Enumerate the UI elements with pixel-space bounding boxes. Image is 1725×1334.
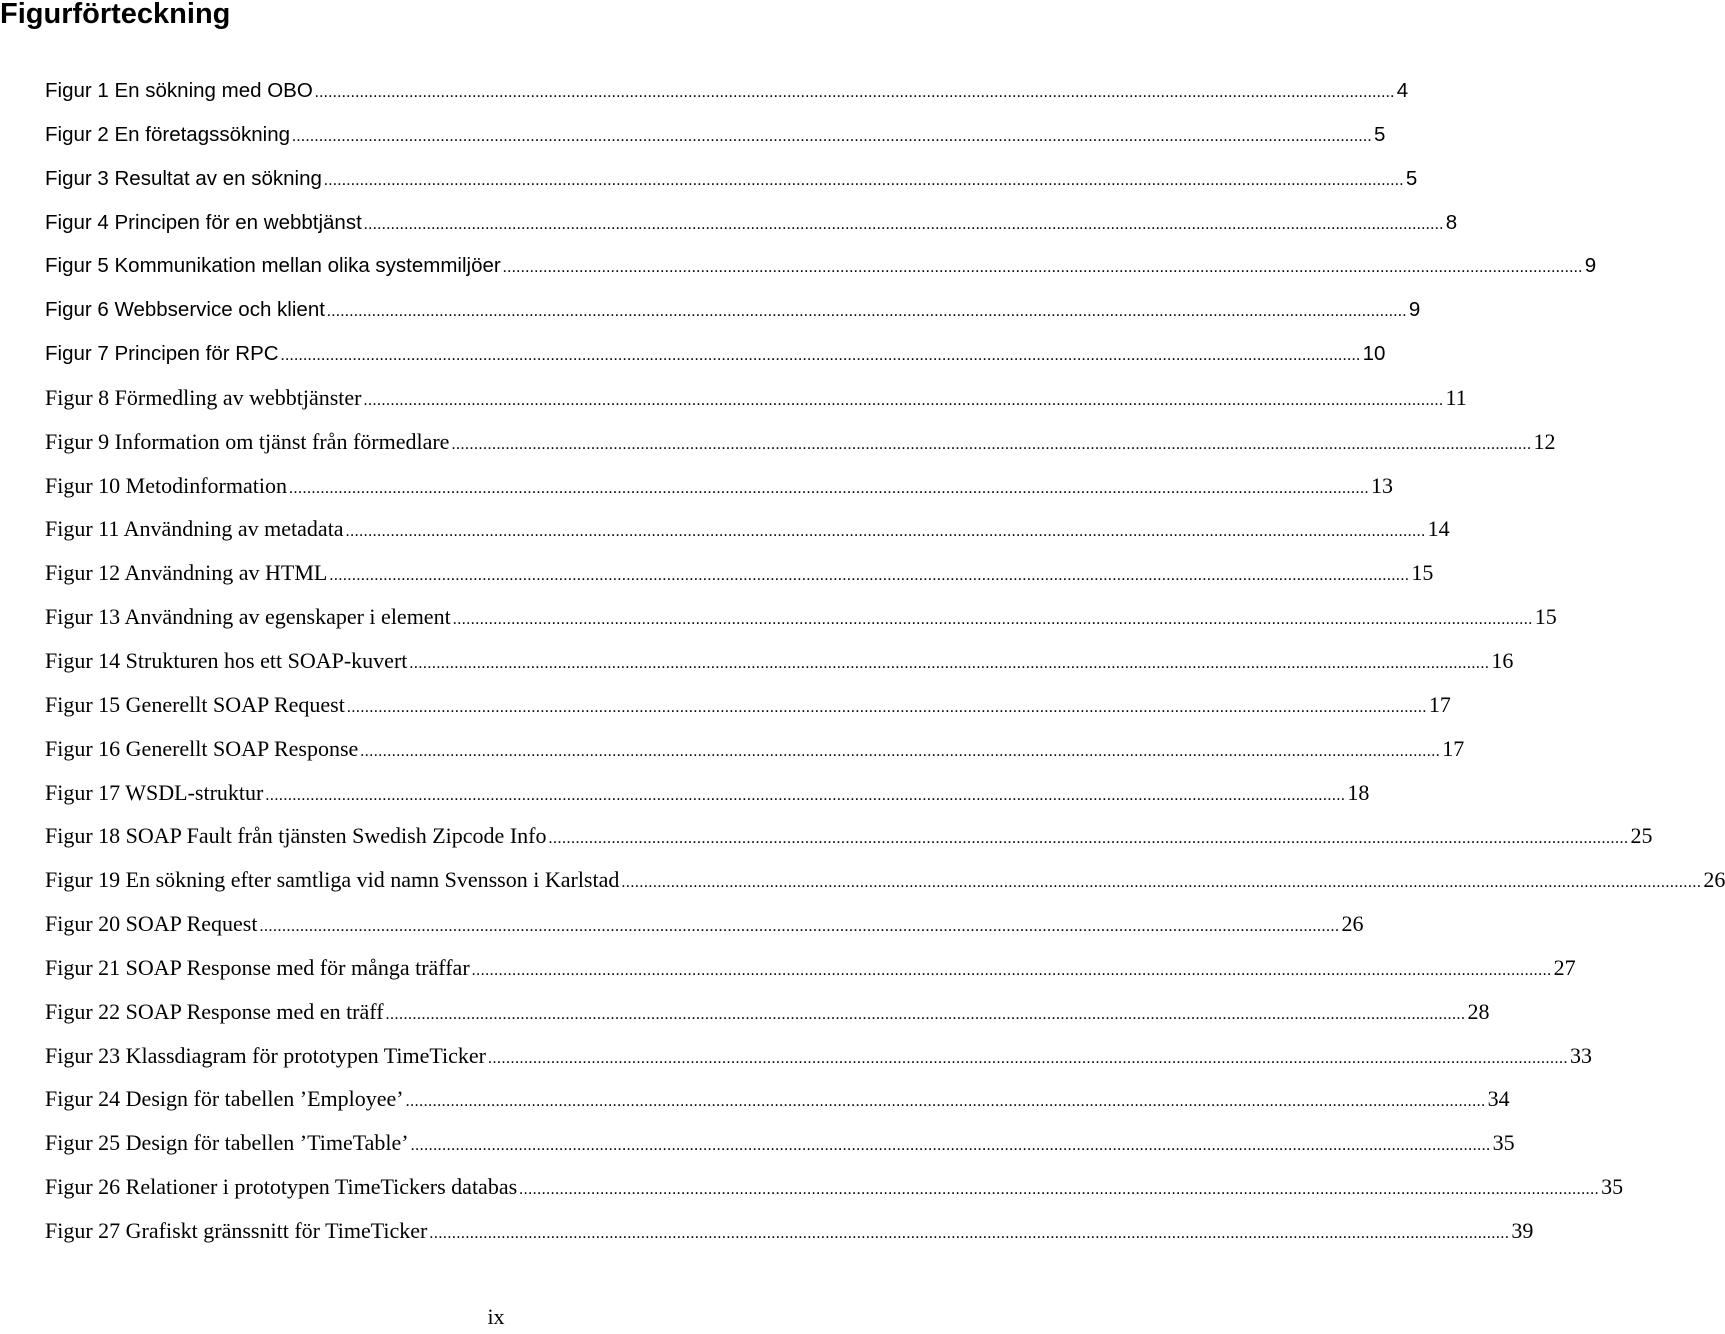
toc-entry[interactable] (45, 776, 1370, 820)
toc-entry-page: 18 (1347, 779, 1370, 805)
toc-entry-page: 8 (1445, 210, 1458, 234)
toc-entry[interactable] (45, 469, 1393, 513)
page-title: Figurförteckning (0, 0, 231, 30)
toc-entry-title: Figur 6 Webbservice och klient (45, 298, 325, 322)
toc-entry-page: 34 (1487, 1086, 1510, 1112)
dot-leader (292, 118, 1372, 154)
dot-leader (472, 951, 1552, 988)
toc-entry-title: Figur 10 Metodinformation (45, 472, 287, 498)
toc-entry-page: 26 (1341, 911, 1364, 937)
toc-entry[interactable] (45, 162, 1418, 206)
toc-entry-title: Figur 16 Generellt SOAP Response (45, 735, 359, 761)
toc-entry-title: Figur 3 Resultat av en sökning (45, 166, 322, 190)
toc-entry-page: 9 (1584, 254, 1597, 278)
dot-leader (281, 337, 1361, 373)
toc-entry-page: 35 (1601, 1174, 1624, 1200)
toc-entry-title: Figur 27 Grafiskt gränssnitt för TimeTicker (45, 1217, 428, 1243)
toc-entry-page: 35 (1492, 1130, 1515, 1156)
toc-entry-page: 11 (1445, 384, 1467, 410)
dot-leader (386, 995, 1466, 1032)
toc-entry-title: Figur 26 Relationer i prototypen TimeTickers databas (45, 1174, 518, 1200)
toc-entry[interactable] (45, 907, 1364, 951)
dot-leader (453, 600, 1533, 637)
toc-entry[interactable] (45, 74, 1409, 118)
toc-entry-title: Figur 21 SOAP Response med för många träffar (45, 954, 470, 980)
toc-entry-title: Figur 17 WSDL-struktur (45, 779, 264, 805)
toc-entry[interactable] (45, 1126, 1515, 1170)
toc-entry[interactable] (45, 863, 1725, 907)
toc-entry-title: Figur 13 Användning av egenskaper i element (45, 604, 451, 630)
dot-leader (406, 1082, 1486, 1119)
toc-entry-page: 10 (1362, 342, 1386, 366)
page-number: ix (487, 1304, 505, 1329)
toc-entry[interactable] (45, 1039, 1592, 1083)
toc-entry[interactable] (45, 425, 1556, 469)
toc-entry[interactable] (45, 600, 1557, 644)
dot-leader (548, 819, 1628, 856)
toc-entry[interactable] (45, 1214, 1534, 1258)
toc-entry-page: 25 (1630, 823, 1653, 849)
toc-entry-title: Figur 15 Generellt SOAP Request (45, 691, 345, 717)
toc-entry-title: Figur 1 En sökning med OBO (45, 79, 313, 102)
dot-leader (621, 863, 1701, 900)
dot-leader (315, 74, 1395, 110)
toc-entry-title: Figur 23 Klassdiagram för prototypen TimeTicker (45, 1042, 486, 1068)
toc-entry-title: Figur 22 SOAP Response med en träff (45, 998, 384, 1024)
toc-entry-title: Figur 25 Design för tabellen ’TimeTable’ (45, 1130, 409, 1156)
toc-entry-page: 39 (1511, 1217, 1534, 1243)
toc-entry-title: Figur 4 Principen för en webbtjänst (45, 210, 362, 234)
toc-entry-page: 9 (1408, 298, 1421, 322)
dot-leader (329, 556, 1409, 593)
toc-entry-title: Figur 7 Principen för RPC (45, 342, 279, 366)
toc-entry-title: Figur 14 Strukturen hos ett SOAP-kuvert (45, 647, 408, 673)
toc-entry-page: 17 (1428, 691, 1451, 717)
dot-leader (360, 732, 1440, 769)
toc-entry[interactable] (45, 995, 1490, 1039)
toc-entry-page: 4 (1396, 79, 1409, 102)
toc-entry[interactable] (45, 512, 1450, 556)
toc-entry[interactable] (45, 732, 1465, 776)
toc-entry-page: 15 (1534, 604, 1557, 630)
figure-list (45, 74, 1725, 1258)
dot-leader (429, 1214, 1509, 1251)
toc-entry-page: 33 (1570, 1042, 1592, 1068)
dot-leader (451, 425, 1531, 462)
toc-entry-page: 5 (1405, 166, 1418, 190)
toc-entry[interactable] (45, 556, 1434, 600)
toc-entry-title: Figur 19 En sökning efter samtliga vid namn Svensson i Karlstad (45, 867, 620, 893)
toc-entry-title: Figur 11 Användning av metadata (45, 516, 344, 542)
dot-leader (488, 1039, 1568, 1076)
dot-leader (327, 293, 1407, 329)
toc-entry[interactable] (45, 688, 1451, 732)
dot-leader (324, 162, 1404, 198)
dot-leader (411, 1126, 1491, 1163)
toc-entry-page: 5 (1374, 122, 1386, 146)
dot-leader (289, 469, 1369, 506)
dot-leader (346, 512, 1426, 549)
dot-leader (347, 688, 1427, 725)
toc-entry[interactable] (45, 381, 1467, 425)
toc-entry-page: 27 (1553, 954, 1576, 980)
toc-entry-title: Figur 24 Design för tabellen ’Employee’ (45, 1086, 404, 1112)
toc-entry[interactable] (45, 118, 1386, 162)
dot-leader (259, 907, 1339, 944)
toc-entry-page: 14 (1427, 516, 1450, 542)
dot-leader (519, 1170, 1599, 1207)
toc-entry[interactable] (45, 1082, 1510, 1126)
toc-entry-page: 26 (1703, 867, 1725, 893)
toc-entry-page: 12 (1533, 428, 1556, 454)
toc-entry-title: Figur 5 Kommunikation mellan olika systemmiljöer (45, 254, 501, 278)
toc-entry-page: 16 (1491, 647, 1514, 673)
toc-entry-title: Figur 8 Förmedling av webbtjänster (45, 384, 362, 410)
toc-entry-page: 17 (1442, 735, 1465, 761)
toc-entry[interactable] (45, 1170, 1624, 1214)
dot-leader (409, 644, 1489, 681)
toc-entry[interactable] (45, 644, 1514, 688)
toc-entry[interactable] (45, 951, 1576, 995)
toc-entry[interactable] (45, 337, 1386, 381)
dot-leader (364, 206, 1444, 242)
toc-entry-page: 15 (1411, 560, 1434, 586)
toc-entry-title: Figur 2 En företagssökning (45, 122, 290, 146)
dot-leader (364, 381, 1444, 418)
toc-entry[interactable] (45, 819, 1653, 863)
dot-leader (265, 776, 1345, 813)
toc-entry-page: 28 (1467, 998, 1490, 1024)
toc-entry-title: Figur 9 Information om tjänst från förmedlare (45, 428, 450, 454)
toc-entry[interactable] (45, 249, 1597, 293)
toc-entry-page: 13 (1370, 472, 1393, 498)
toc-entry[interactable] (45, 293, 1421, 337)
toc-entry-title: Figur 12 Användning av HTML (45, 560, 328, 586)
toc-entry[interactable] (45, 206, 1458, 250)
dot-leader (503, 249, 1583, 285)
toc-entry-title: Figur 20 SOAP Request (45, 911, 258, 937)
toc-entry-title: Figur 18 SOAP Fault från tjänsten Swedish Zipcode Info (45, 823, 547, 849)
